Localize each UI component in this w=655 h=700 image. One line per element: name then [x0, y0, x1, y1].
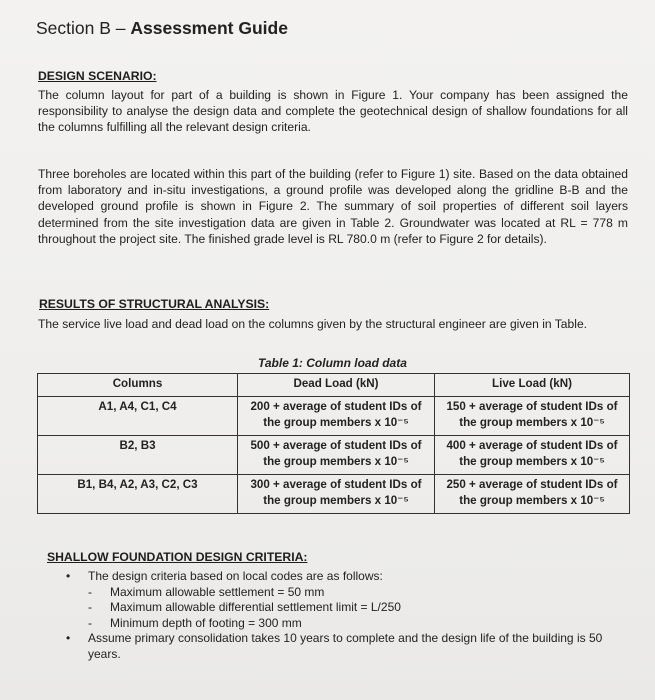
table-header-row: [38, 374, 630, 397]
list-item: [62, 600, 632, 616]
cell-dead-load: 200 + average of student IDs of the group members x 10⁻⁵: [238, 396, 435, 435]
criteria-list: [62, 569, 632, 663]
section-title: [36, 18, 288, 39]
cell-columns: B1, B4, A2, A3, C2, C3: [38, 474, 238, 513]
list-item: [62, 616, 632, 632]
header-dead-load: Dead Load (kN): [238, 374, 435, 397]
criteria-bullet-2: Assume primary consolidation takes 10 years to complete and the design life of the building is 50 years.: [88, 631, 603, 661]
cell-live-load: 400 + average of student IDs of the group members x 10⁻⁵: [435, 435, 630, 474]
criteria-heading: SHALLOW FOUNDATION DESIGN CRITERIA:: [47, 550, 308, 564]
design-scenario-paragraph-2: Three boreholes are located within this part of the building (refer to Figure 1) site. Based on the data obtained from laboratory and in-situ investigations, a ground profile was developed along the gridline B-B and the developed ground profile is shown in Figure 2. The summary of soil properties of different soil layers determined from the site investigation data are given in Table 2. Groundwater was located at RL = 778 m throughout the project site. The finished grade level is RL 780.0 m (refer to Figure 2 for details).: [38, 167, 628, 246]
cell-columns: B2, B3: [38, 435, 238, 474]
cell-live-load: 250 + average of student IDs of the group members x 10⁻⁵: [435, 474, 630, 513]
dash-icon: -: [88, 615, 92, 630]
dash-icon: -: [88, 584, 92, 599]
criteria-subitem: Maximum allowable settlement = 50 mm: [110, 584, 325, 599]
bullet-icon: •: [66, 569, 71, 583]
cell-live-load: 150 + average of student IDs of the group members x 10⁻⁵: [435, 396, 630, 435]
table-row: [38, 435, 630, 474]
design-scenario-paragraph-1: The column layout for part of a building is shown in Figure 1. Your company has been assigned the responsibility to analyse the design data and complete the geotechnical design of shallow foundations for all the columns fulfilling all the relevant design criteria.: [38, 88, 628, 135]
column-load-table: [37, 373, 630, 514]
criteria-subitem: Minimum depth of footing = 300 mm: [110, 615, 302, 630]
section-title-text: Assessment Guide: [130, 18, 288, 38]
design-scenario-heading: DESIGN SCENARIO:: [38, 69, 157, 83]
cell-dead-load: 500 + average of student IDs of the group members x 10⁻⁵: [238, 435, 435, 474]
table-row: [38, 474, 630, 513]
criteria-subitem: Maximum allowable differential settlement limit = L/250: [110, 600, 401, 615]
section-prefix: Section B –: [36, 18, 131, 38]
dash-icon: -: [88, 600, 92, 615]
structural-results-heading: RESULTS OF STRUCTURAL ANALYSIS:: [39, 297, 270, 311]
table-row: [38, 396, 630, 435]
header-live-load: Live Load (kN): [435, 374, 630, 397]
header-columns: Columns: [38, 374, 238, 397]
table1-caption: Table 1: Column load data: [258, 356, 407, 370]
structural-results-paragraph: The service live load and dead load on the columns given by the structural engineer are given in Table.: [38, 317, 588, 331]
list-item: [62, 569, 632, 585]
criteria-bullet-1: The design criteria based on local codes are as follows:: [88, 569, 383, 583]
cell-columns: A1, A4, C1, C4: [38, 396, 238, 435]
list-item: [62, 585, 632, 601]
list-item: [62, 631, 632, 662]
cell-dead-load: 300 + average of student IDs of the group members x 10⁻⁵: [238, 474, 435, 513]
bullet-icon: •: [66, 631, 71, 646]
